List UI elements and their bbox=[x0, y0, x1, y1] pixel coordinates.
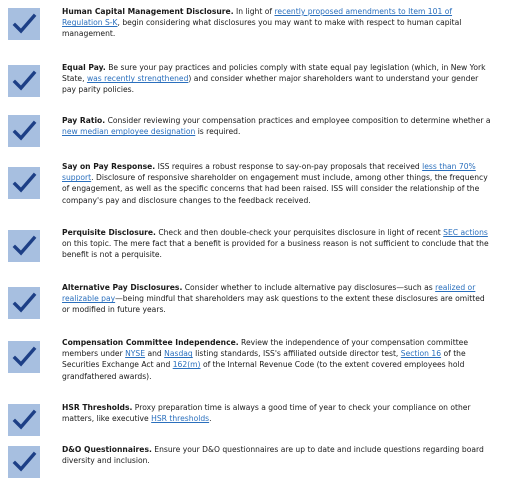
item-body-text: of the Internal Revenue Code (to the extent covered employees hold grandfathered awards). bbox=[62, 360, 465, 381]
item-body-text: listing standards, ISS's affiliated outside director test, bbox=[192, 349, 401, 359]
checkmark-icon bbox=[8, 341, 40, 373]
item-body-text: ISS requires a robust response to say-on-pay proposals that received bbox=[155, 162, 423, 171]
item-title: Equal Pay. bbox=[62, 63, 106, 72]
item-body-text: ) and consider whether major shareholders want to understand your gender pay parity policies. bbox=[62, 74, 479, 95]
item-title: Say on Pay Response. bbox=[62, 162, 156, 171]
item-title: Alternative Pay Disclosures. bbox=[62, 283, 183, 292]
inline-link[interactable]: SEC actions bbox=[443, 228, 488, 237]
item-body-text: —being mindful that shareholders may ask questions to the extent these disclosures are omitted or modified in future years. bbox=[62, 294, 485, 315]
item-body-text: Ensure your D&O questionnaires are up to date and include questions regarding board diversity and inclusion. bbox=[62, 445, 484, 466]
checklist-item-text bbox=[62, 402, 494, 424]
checkmark-icon bbox=[8, 115, 40, 147]
inline-link[interactable]: Nasdaq bbox=[164, 349, 193, 359]
item-title: Perquisite Disclosure. bbox=[62, 228, 156, 237]
checkmark-icon bbox=[8, 8, 40, 40]
inline-link[interactable]: HSR thresholds bbox=[151, 414, 210, 424]
checklist-item-text bbox=[62, 337, 494, 382]
item-title: HSR Thresholds. bbox=[62, 403, 133, 412]
item-body-text: on this topic. The mere fact that a benefit is provided for a business reason is not sufficient to conclude that the benefit is not a perquisite. bbox=[62, 239, 489, 260]
checkmark-icon bbox=[8, 404, 40, 436]
inline-link[interactable]: 162(m) bbox=[172, 360, 201, 370]
item-body-text: Consider whether to include alternative pay disclosures—such as bbox=[182, 283, 436, 292]
item-body-text: Check and then double-check your perquisites disclosure in light of recent bbox=[155, 228, 444, 237]
checklist-item-text bbox=[62, 6, 494, 40]
inline-link[interactable]: realized or realizable pay bbox=[62, 283, 476, 304]
inline-link[interactable]: less than 70% support bbox=[62, 162, 476, 183]
checklist-item-text bbox=[62, 115, 494, 137]
item-body-text: Review the independence of your compensation committee members under bbox=[62, 338, 469, 359]
item-body-text: Proxy preparation time is always a good time of year to check your compliance on other matters, like executive bbox=[62, 403, 471, 424]
checklist-item-text bbox=[62, 444, 494, 466]
inline-link[interactable]: recently proposed amendments to Item 101 of Regulation S-K bbox=[62, 7, 453, 28]
item-title: Human Capital Management Disclosure. bbox=[62, 7, 234, 16]
checkmark-icon bbox=[8, 446, 40, 478]
item-body-text: and bbox=[145, 349, 165, 359]
inline-link[interactable]: was recently strengthened bbox=[86, 74, 189, 84]
checklist-item-text bbox=[62, 227, 494, 261]
inline-link[interactable]: NYSE bbox=[125, 349, 146, 359]
checklist-item-text bbox=[62, 282, 494, 316]
item-body-text: . Disclosure of responsive shareholder on engagement must include, among other things, the frequency of engagement, as well as the specific concerns that had been raised. ISS will consider the relationship of the company's pay and disclosure changes to the feedback received. bbox=[62, 173, 488, 205]
item-body-text: of the Securities Exchange Act and bbox=[62, 349, 466, 370]
item-body-text: is required. bbox=[195, 127, 241, 137]
checkmark-icon bbox=[8, 230, 40, 262]
checkmark-icon bbox=[8, 287, 40, 319]
item-body-text: Consider reviewing your compensation practices and employee composition to determine whether a bbox=[105, 116, 491, 125]
item-body-text: . bbox=[209, 414, 212, 424]
item-body-text: In light of bbox=[233, 7, 275, 16]
item-title: Compensation Committee Independence. bbox=[62, 338, 239, 347]
inline-link[interactable]: Section 16 bbox=[400, 349, 442, 359]
inline-link[interactable]: new median employee designation bbox=[62, 127, 196, 137]
item-body-text: , begin considering what disclosures you may want to make with respect to human capital management. bbox=[62, 18, 462, 39]
checkmark-icon bbox=[8, 167, 40, 199]
item-title: D&O Questionnaires. bbox=[62, 445, 152, 454]
checklist-item-text bbox=[62, 62, 494, 96]
item-body-text: Be sure your pay practices and policies comply with state equal pay legislation (which, in New York State, bbox=[62, 63, 486, 84]
item-title: Pay Ratio. bbox=[62, 116, 106, 125]
checklist-item-text bbox=[62, 161, 494, 206]
checkmark-icon bbox=[8, 65, 40, 97]
